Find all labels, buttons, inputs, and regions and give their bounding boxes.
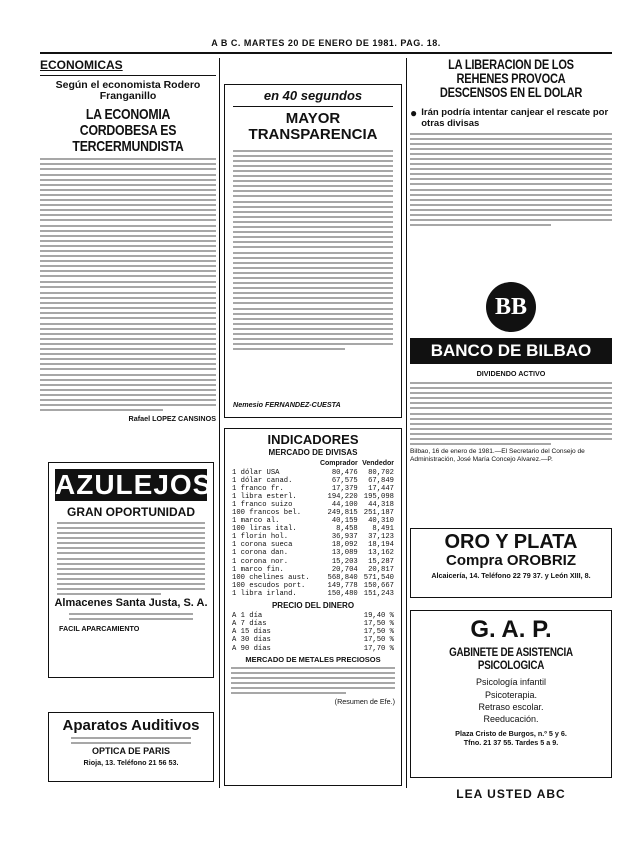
- divisa-row: 1 marco fin. 20,704 20,817: [232, 565, 394, 574]
- gap-item: Retraso escolar.: [478, 701, 544, 712]
- right-headline: LA LIBERACION DE LOS REHENES PROVOCA DESCENSOS EN EL DOLAR: [439, 58, 583, 101]
- ad-aparatos-auditivos: [48, 712, 214, 782]
- section-heading: ECONOMICAS: [40, 58, 123, 72]
- left-article: [40, 58, 216, 288]
- oro-line2: Compra OROBRIZ: [445, 552, 576, 569]
- section-tag: en 40 segundos: [263, 88, 363, 103]
- gap-item: Psicoterapia.: [484, 689, 538, 700]
- gap-subtitle: GABINETE DE ASISTENCIA PSICOLOGICA: [449, 645, 573, 672]
- divisa-row: 1 franco suizo 44,100 44,318: [232, 501, 394, 510]
- left-article-cont: [40, 288, 216, 448]
- metales-title: MERCADO DE METALES PRECIOSOS: [245, 654, 381, 664]
- center-headline: MAYOR TRANSPARENCIA: [248, 109, 378, 144]
- dinero-row: A 30 días 17,50 %: [232, 636, 394, 645]
- dividend-heading: DIVIDENDO ACTIVO: [476, 369, 546, 378]
- divisa-row: 1 corona dan. 13,089 13,162: [232, 549, 394, 558]
- divisa-row: 1 corona nor. 15,203 15,287: [232, 557, 394, 566]
- divisa-row: 100 francos bel. 249,815 251,187: [232, 509, 394, 518]
- dinero-row: A 90 días 17,70 %: [232, 644, 394, 653]
- gap-items: [411, 676, 611, 725]
- aparatos-address: Rioja, 13. Teléfono 21 56 53.: [83, 758, 179, 768]
- dinero-table: [231, 612, 395, 652]
- divisa-row: 100 liras ital. 8,458 8,491: [232, 525, 394, 534]
- divisas-table: Comprador Vendedor 1 dólar USA 80,476 80,702 1 dólar canad. 67,575 67,849 1 franco fr. 17,379 17,447 1 libra esterl. 194,220 195,098 1 franco suizo 44,100 44,318 100 francos bel. 249,815 251,187 1 marco al. 40,159 40,310 100 liras ital. 8,458 8,491 1 florín hol. 36,937 37,123 1 corona sueca 18,092 18,194 1 corona dan. 13,089 13,162 1 corona nor. 15,203 15,287 1 marco fin. 20,704 20,817 100 chelines aust. 568,840 571,540 100 escudos port. 149,778 150,667 1 libra irland. 150,480 151,243: [232, 460, 394, 598]
- dinero-row: A 1 día 19,40 %: [232, 612, 394, 621]
- footer-slogan: LEA USTED ABC: [456, 787, 566, 801]
- divisa-row: 1 dólar USA 80,476 80,702: [232, 468, 394, 477]
- dinero-title: PRECIO DEL DINERO: [271, 600, 355, 610]
- aparatos-store: OPTICA DE PARIS: [91, 746, 170, 757]
- right-body: [410, 133, 612, 227]
- ad-oro-plata: [410, 528, 612, 598]
- gap-address: Plaza Cristo de Burgos, n.º 5 y 6.: [455, 728, 567, 738]
- oro-title: ORO Y PLATA: [444, 531, 578, 553]
- indicadores-title: INDICADORES: [267, 432, 359, 447]
- article-body: [40, 158, 216, 288]
- divisa-row: 1 marco al. 40,159 40,310: [232, 517, 394, 526]
- divisa-row: 1 dólar canad. 67,575 67,849: [232, 476, 394, 485]
- box-40-segundos: [224, 84, 402, 418]
- article-byline: Rafael LOPEZ CANSINOS: [128, 414, 216, 424]
- divisa-row: 1 libra esterl. 194,220 195,098: [232, 493, 394, 502]
- banco-bilbao-notice: [410, 282, 612, 514]
- bank-date-line: Bilbao, 16 de enero de 1981.—El Secretario del Consejo de Administración, José María Concejo Alvarez.—P.: [410, 448, 585, 463]
- right-article: [410, 58, 612, 268]
- indicadores-footer: (Resumen de Efe.): [334, 697, 395, 707]
- box-indicadores: [224, 428, 402, 786]
- gap-phone: Tfno. 21 37 55. Tardes 5 a 9.: [463, 737, 559, 747]
- divisas-title: MERCADO DE DIVISAS: [268, 447, 358, 457]
- azulejos-subtitle: GRAN OPORTUNIDAD: [67, 505, 195, 520]
- gap-item: Psicología infantil: [475, 677, 547, 688]
- top-rule: [40, 52, 612, 54]
- bullet-icon: ●: [410, 105, 418, 120]
- right-bullet: ● Irán podría intentar canjear el rescate por otras divisas: [410, 105, 609, 129]
- aparatos-title: Aparatos Auditivos: [62, 717, 200, 734]
- divisa-row: 1 libra irland. 150,480 151,243: [232, 589, 394, 598]
- dinero-row: A 15 días 17,50 %: [232, 628, 394, 637]
- article-kicker: Según el economista Rodero Franganillo: [55, 79, 201, 103]
- azulejos-parking: FACIL APARCAMIENTO: [59, 624, 140, 634]
- center-byline: Nemesio FERNANDEZ-CUESTA: [233, 400, 341, 409]
- oro-address: Alcaicería, 14. Teléfono 22 79 37. y León XIII, 8.: [431, 570, 591, 580]
- gap-title: G. A. P.: [470, 616, 552, 643]
- azulejos-title: AZULEJOS: [55, 469, 213, 500]
- article-headline: LA ECONOMIA CORDOBESA ES TERCERMUNDISTA: [72, 106, 184, 155]
- ad-azulejos: [48, 462, 214, 678]
- masthead: A B C. MARTES 20 DE ENERO DE 1981. PAG. 18.: [211, 38, 441, 48]
- center-body: [233, 150, 393, 351]
- divisa-row: 1 florín hol. 36,937 37,123: [232, 533, 394, 542]
- bank-logo: BB: [486, 282, 536, 332]
- ad-gap: [410, 610, 612, 778]
- divisa-row: 100 escudos port. 149,778 150,667: [232, 581, 394, 590]
- divisa-row: 1 corona sueca 18,092 18,194: [232, 541, 394, 550]
- azulejos-company: Almacenes Santa Justa, S. A.: [54, 597, 208, 610]
- dinero-row: A 7 días 17,50 %: [232, 620, 394, 629]
- divisa-row: 100 chelines aust. 568,840 571,540: [232, 573, 394, 582]
- gap-item: Reeducación.: [483, 713, 539, 724]
- bank-name: BANCO DE BILBAO: [410, 338, 612, 364]
- divisa-row: 1 franco fr. 17,379 17,447: [232, 484, 394, 493]
